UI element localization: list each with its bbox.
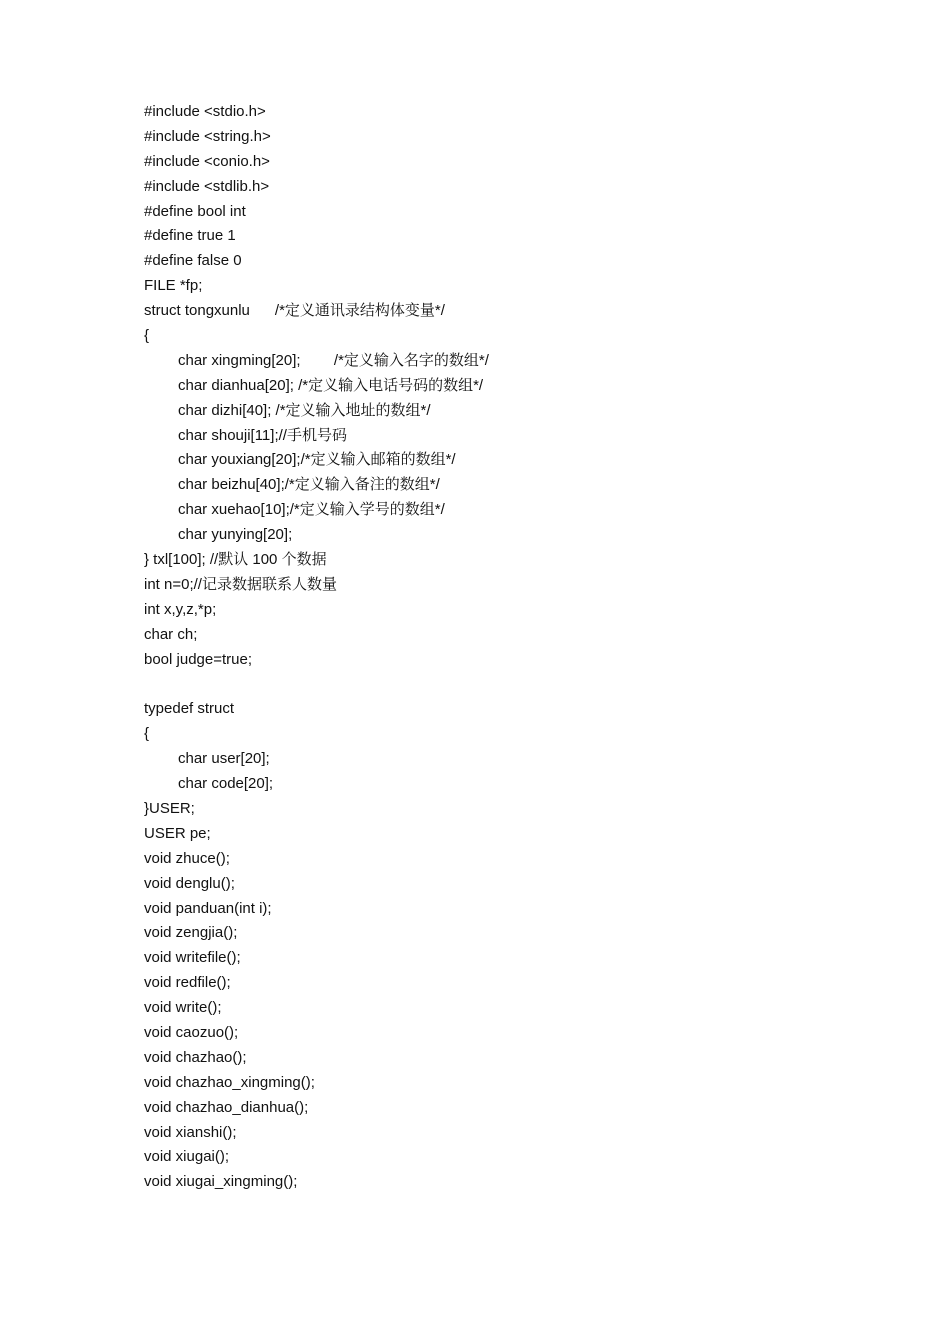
code-line: int n=0;//记录数据联系人数量 — [144, 575, 337, 593]
code-line: void writefile(); — [144, 949, 241, 967]
code-line: USER pe; — [144, 824, 211, 842]
code-line: #define bool int — [144, 202, 246, 220]
code-line: { — [144, 725, 150, 743]
code-line: typedef struct — [144, 700, 235, 718]
code-line: char xingming[20]; /*定义输入名字的数组*/ — [178, 351, 489, 369]
code-line: char dizhi[40]; /*定义输入地址的数组*/ — [178, 401, 431, 419]
code-line: void chazhao(); — [144, 1048, 247, 1066]
code-line: char yunying[20]; — [178, 526, 293, 544]
code-line: } txl[100]; //默认 100 个数据 — [144, 551, 327, 569]
code-line: }USER; — [144, 799, 195, 817]
code-line: void caozuo(); — [144, 1023, 239, 1041]
code-line: char xuehao[10];/*定义输入学号的数组*/ — [178, 501, 445, 519]
code-line: #include <stdlib.h> — [144, 177, 270, 195]
code-line: { — [144, 327, 150, 345]
code-line: void redfile(); — [144, 974, 231, 992]
code-line: void chazhao_dianhua(); — [144, 1098, 309, 1116]
code-line: FILE *fp; — [144, 277, 203, 295]
code-line: char dianhua[20]; /*定义输入电话号码的数组*/ — [178, 376, 484, 394]
code-line: char youxiang[20];/*定义输入邮箱的数组*/ — [178, 451, 456, 469]
code-line: #include <stdio.h> — [144, 103, 266, 120]
code-line: #include <string.h> — [144, 127, 271, 145]
code-line: void chazhao_xingming(); — [144, 1073, 315, 1091]
code-line: void zengjia(); — [144, 924, 238, 942]
code-line: bool judge=true; — [144, 650, 253, 668]
code-line: char shouji[11];//手机号码 — [178, 426, 347, 444]
code-line: #include <conio.h> — [144, 152, 270, 170]
code-line: int x,y,z,*p; — [144, 600, 217, 618]
code-line: char ch; — [144, 625, 198, 643]
code-line: char user[20]; — [178, 750, 270, 768]
code-line: void zhuce(); — [144, 849, 230, 867]
code-line: void denglu(); — [144, 874, 235, 892]
code-line: void xiugai(); — [144, 1148, 230, 1166]
code-line: struct tongxunlu /*定义通讯录结构体变量*/ — [144, 302, 445, 320]
code-line — [144, 672, 844, 697]
code-listing — [144, 100, 844, 1195]
code-line: #define true 1 — [144, 227, 236, 245]
code-line: char code[20]; — [178, 775, 274, 793]
code-line: #define false 0 — [144, 252, 242, 270]
code-line: void xiugai_xingming(); — [144, 1173, 298, 1191]
code-line: char beizhu[40];/*定义输入备注的数组*/ — [178, 476, 440, 494]
code-line: void write(); — [144, 999, 222, 1017]
code-line: void panduan(int i); — [144, 899, 272, 917]
code-line: void xianshi(); — [144, 1123, 237, 1141]
